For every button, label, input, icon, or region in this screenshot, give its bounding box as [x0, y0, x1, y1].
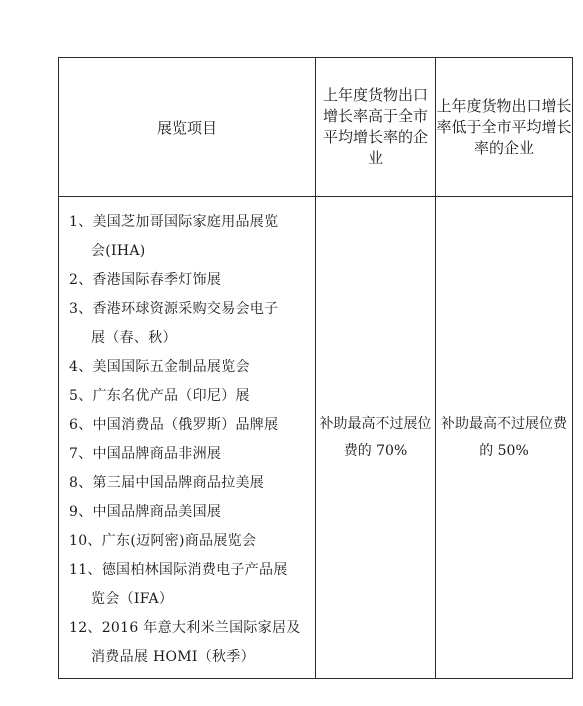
subsidy-lower-cell: [436, 197, 573, 679]
list-item: [69, 469, 309, 498]
exhibition-list-cell: [59, 197, 316, 679]
list-item: [69, 498, 309, 527]
header-project: 展览项目: [59, 58, 316, 197]
list-item-text: 2、香港国际春季灯饰展: [69, 272, 222, 288]
list-item: [69, 527, 309, 556]
list-item-text: 7、中国品牌商品非洲展: [69, 446, 222, 462]
exhibition-subsidy-table: [58, 57, 573, 679]
list-item: [69, 440, 309, 469]
list-item-text: 8、第三届中国品牌商品拉美展: [69, 475, 265, 491]
subsidy-higher-text: 补助最高不过展位费的 70%: [319, 415, 432, 459]
exhibition-list: [69, 208, 309, 672]
table-header-row: [59, 58, 573, 197]
list-item-text: 11、德国柏林国际消费电子产品展: [69, 562, 288, 578]
subsidy-lower-text: 补助最高不过展位费的 50%: [441, 415, 567, 459]
table-body-row: [59, 197, 573, 679]
list-item-text: 1、美国芝加哥国际家庭用品展览: [69, 214, 279, 230]
list-item: [69, 411, 309, 440]
list-item-continuation: 览会（IFA）: [91, 591, 174, 607]
subsidy-higher-cell: [316, 197, 436, 679]
list-item-text: 12、2016 年意大利米兰国际家居及: [69, 620, 301, 636]
header-higher-growth: 上年度货物出口增长率高于全市平均增长率的企业: [316, 58, 436, 197]
list-item-text: 6、中国消费品（俄罗斯）品牌展: [69, 417, 279, 433]
list-item: [69, 266, 309, 295]
list-item: [69, 295, 309, 353]
list-item: [69, 353, 309, 382]
list-item-text: 9、中国品牌商品美国展: [69, 504, 222, 520]
list-item-continuation: 会(IHA): [91, 243, 146, 259]
list-item-text: 5、广东名优产品（印尼）展: [69, 388, 250, 404]
list-item-continuation: 消费品展 HOMI（秋季）: [91, 649, 255, 665]
list-item-continuation: 展（春、秋）: [91, 330, 177, 346]
list-item: [69, 556, 309, 614]
list-item-text: 10、广东(迈阿密)商品展览会: [69, 533, 257, 549]
header-lower-growth: 上年度货物出口增长率低于全市平均增长率的企业: [436, 58, 573, 197]
list-item: [69, 382, 309, 411]
list-item-text: 3、香港环球资源采购交易会电子: [69, 301, 279, 317]
list-item: [69, 614, 309, 672]
list-item: [69, 208, 309, 266]
list-item-text: 4、美国国际五金制品展览会: [69, 359, 250, 375]
